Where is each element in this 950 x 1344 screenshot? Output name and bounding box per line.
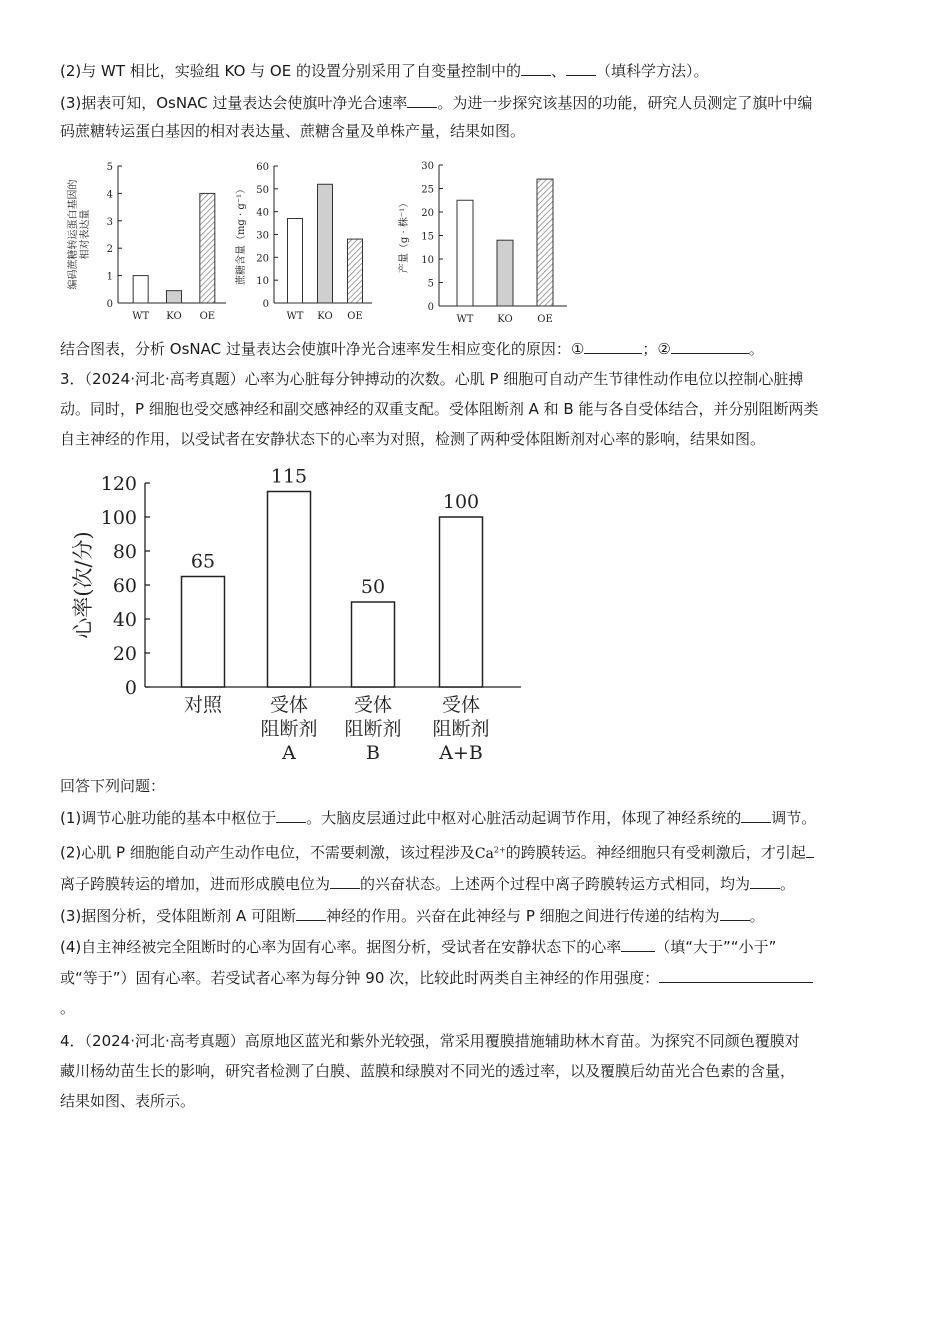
data-label: 65 [190,550,216,573]
q3-s4-text-b: （填“大于”“小于” [655,938,777,956]
y-tick-label: 25 [421,184,434,196]
x-tick-label: 阻断剂 [344,718,402,740]
ion-symbol: Ca [474,845,494,862]
q3-s2-text-c: 离子跨膜转运的增加，进而形成膜电位为 [60,875,331,893]
q3-subquestion-3 [60,905,765,926]
conclusion-text-c: 。 [748,340,764,358]
q3-subquestion-2-line2 [60,873,795,894]
x-tick-label: KO [497,314,513,325]
q3-s2-text-b: 的跨膜转运。神经细胞只有受刺激后，才引起 [505,843,806,862]
data-label: 115 [270,465,308,488]
y-tick-label: 100 [100,507,137,529]
q3-subquestion-4-line3: 。 [60,999,76,1017]
bar-ko [167,291,182,303]
x-tick-label: 阻断剂 [260,718,318,740]
q3-s2-text-e: 。 [780,875,796,893]
bar-ko [497,240,513,306]
q3-s3-text-a: (3)据图分析，受体阻断剂 A 可阻断 [60,907,297,925]
y-tick-label: 0 [106,299,113,310]
bar-ko [318,184,333,303]
q3-s3-text-b: 神经的作用。兴奋在此神经与 P 细胞之间进行传递的结构为 [326,907,720,925]
data-label: 100 [442,491,480,513]
answer-blank[interactable] [720,905,750,921]
x-tick-label: A+B [439,742,483,764]
y-tick-label: 120 [100,473,137,495]
q4-stem-line2: 藏川杨幼苗生长的影响，研究者检测了白膜、蓝膜和绿膜对不同光的透过率，以及覆膜后幼苗光合色素的含量， [60,1062,796,1080]
y-tick-label: 40 [256,207,269,219]
y-tick-label: 80 [112,541,137,563]
q3-subquestion-4-line1 [60,936,776,957]
q3-subquestion-4-line2 [60,967,813,988]
answer-blank[interactable] [521,60,551,76]
calcium-ion [475,846,506,862]
y-tick-label: 20 [421,208,434,219]
y-tick-label: 20 [112,643,137,665]
q3-s1-text-c: 调节。 [771,809,817,827]
q2-subquestion-3-line2: 码蔗糖转运蛋白基因的相对表达量、蔗糖含量及单株产量，结果如图。 [60,122,526,140]
y-tick-label: 0 [427,302,434,313]
bar-1 [182,577,225,688]
q2-s3-text-a: (3)据表可知，OsNAC 过量表达会使旗叶净光合速率 [60,94,408,112]
q2-subquestion-3-line1 [60,92,812,113]
y-axis-label: 产量（g · 株⁻¹） [399,197,410,274]
chart-gene-expression [60,155,230,330]
q2-s2-sep: 、 [550,62,566,80]
q3-stem-line1: 3．（2024·河北·高考真题）心率为心脏每分钟搏动的次数。心肌 P 细胞可自动产生节律性动作电位以控制心脏搏 [60,370,804,388]
answer-blank[interactable] [741,807,771,823]
y-axis-label: 编码蔗糖转运蛋白基因的相对表达量 [68,179,91,290]
chart-sucrose-content [232,155,382,330]
answer-blank[interactable] [806,842,814,858]
answer-blank[interactable] [296,905,326,921]
q3-stem-line2: 动。同时，P 细胞也受交感神经和副交感神经的双重支配。受体阻断剂 A 和 B 能与各自受体结合，并分别阻断两类 [60,400,819,418]
q3-s3-text-c: 。 [749,907,765,925]
q2-conclusion [60,338,764,359]
y-tick-label: 5 [427,278,434,290]
answer-blank[interactable] [750,873,780,889]
y-tick-label: 15 [421,231,434,243]
x-tick-label: 受体 [441,694,481,716]
q2-s2-text-b: （填科学方法）。 [595,62,709,80]
y-tick-label: 30 [421,161,434,172]
y-tick-label: 50 [256,184,269,196]
x-tick-label: WT [456,314,474,325]
y-tick-label: 4 [106,189,113,201]
x-tick-label: 对照 [183,694,223,716]
q3-subquestion-1 [60,807,816,828]
y-tick-label: 60 [112,575,137,597]
answer-blank[interactable] [671,338,749,354]
answer-blank[interactable] [584,338,642,354]
answer-blank[interactable] [276,807,306,823]
q3-s1-text-b: 。大脑皮层通过此中枢对心脏活动起调节作用，体现了神经系统的 [306,809,742,827]
x-tick-label: B [366,742,380,764]
y-tick-label: 0 [262,299,269,310]
bar-oe [537,179,553,306]
y-tick-label: 1 [106,271,113,283]
bar-wt [133,276,148,303]
q3-answer-prompt: 回答下列问题： [60,777,166,795]
bar-wt [288,219,303,303]
y-tick-label: 60 [256,162,269,173]
y-axis-label: 蔗糖含量（mg · g⁻¹） [236,183,247,286]
bar-oe [348,239,363,303]
x-tick-label: KO [317,311,333,322]
y-tick-label: 10 [256,276,269,288]
x-tick-label: A [282,742,296,764]
q2-subquestion-2 [60,60,709,81]
x-tick-label: 阻断剂 [432,718,490,740]
y-tick-label: 5 [106,162,113,173]
ion-charge: 2+ [493,845,506,854]
y-tick-label: 2 [106,244,113,256]
answer-blank[interactable] [621,936,655,952]
q3-s2-text-d: 的兴奋状态。上述两个过程中离子跨膜转运方式相同，均为 [360,875,751,893]
bar-4 [440,517,483,687]
bar-2 [268,492,311,688]
q3-s4-text-c: 或“等于”）固有心率。若受试者心率为每分钟 90 次，比较此时两类自主神经的作用强度： [60,969,660,987]
y-axis-label: 心率(次/分) [71,531,95,639]
q3-subquestion-2-line1 [60,840,814,864]
q4-stem-line1: 4．（2024·河北·高考真题）高原地区蓝光和紫外光较强，常采用覆膜措施辅助林木育苗。为探究不同颜色覆膜对 [60,1032,800,1050]
x-tick-label: OE [199,311,216,322]
conclusion-text-b: ；② [642,340,671,358]
answer-blank[interactable] [659,967,813,983]
x-tick-label: WT [132,311,150,322]
chart-yield [395,155,575,330]
q3-stem-line3: 自主神经的作用，以受试者在安静状态下的心率为对照，检测了两种受体阻断剂对心率的影响，结果如图。 [60,430,766,448]
x-tick-label: OE [347,311,363,322]
q3-s4-text-a: (4)自主神经被完全阻断时的心率为固有心率。据图分析，受试者在安静状态下的心率 [60,938,622,956]
y-tick-label: 30 [256,230,269,242]
answer-blank[interactable] [330,873,360,889]
answer-blank[interactable] [566,60,596,76]
y-tick-label: 3 [106,216,113,228]
bar-wt [457,200,473,306]
data-label: 50 [360,576,386,598]
y-tick-label: 0 [124,677,137,699]
q3-s1-text-a: (1)调节心脏功能的基本中枢位于 [60,809,277,827]
answer-blank[interactable] [407,92,437,108]
q2-s2-text-a: (2)与 WT 相比，实验组 KO 与 OE 的设置分别采用了自变量控制中的 [60,62,521,80]
bar-3 [352,602,395,687]
x-tick-label: KO [166,311,182,322]
x-tick-label: 受体 [269,694,309,716]
y-tick-label: 10 [421,255,434,266]
bar-oe [200,193,215,303]
x-tick-label: OE [537,314,553,325]
chart-heart-rate [60,455,540,770]
y-tick-label: 40 [112,609,137,631]
q4-stem-line3: 结果如图、表所示。 [60,1092,196,1110]
q2-s3-text-b: 。为进一步探究该基因的功能，研究人员测定了旗叶中编 [437,94,813,112]
conclusion-text-a: 结合图表，分析 OsNAC 过量表达会使旗叶净光合速率发生相应变化的原因：① [60,340,585,358]
x-tick-label: WT [286,311,304,322]
x-tick-label: 受体 [353,694,393,716]
q3-s2-text-a: (2)心肌 P 细胞能自动产生动作电位，不需要刺激，该过程涉及 [60,843,475,862]
y-tick-label: 20 [256,253,269,265]
